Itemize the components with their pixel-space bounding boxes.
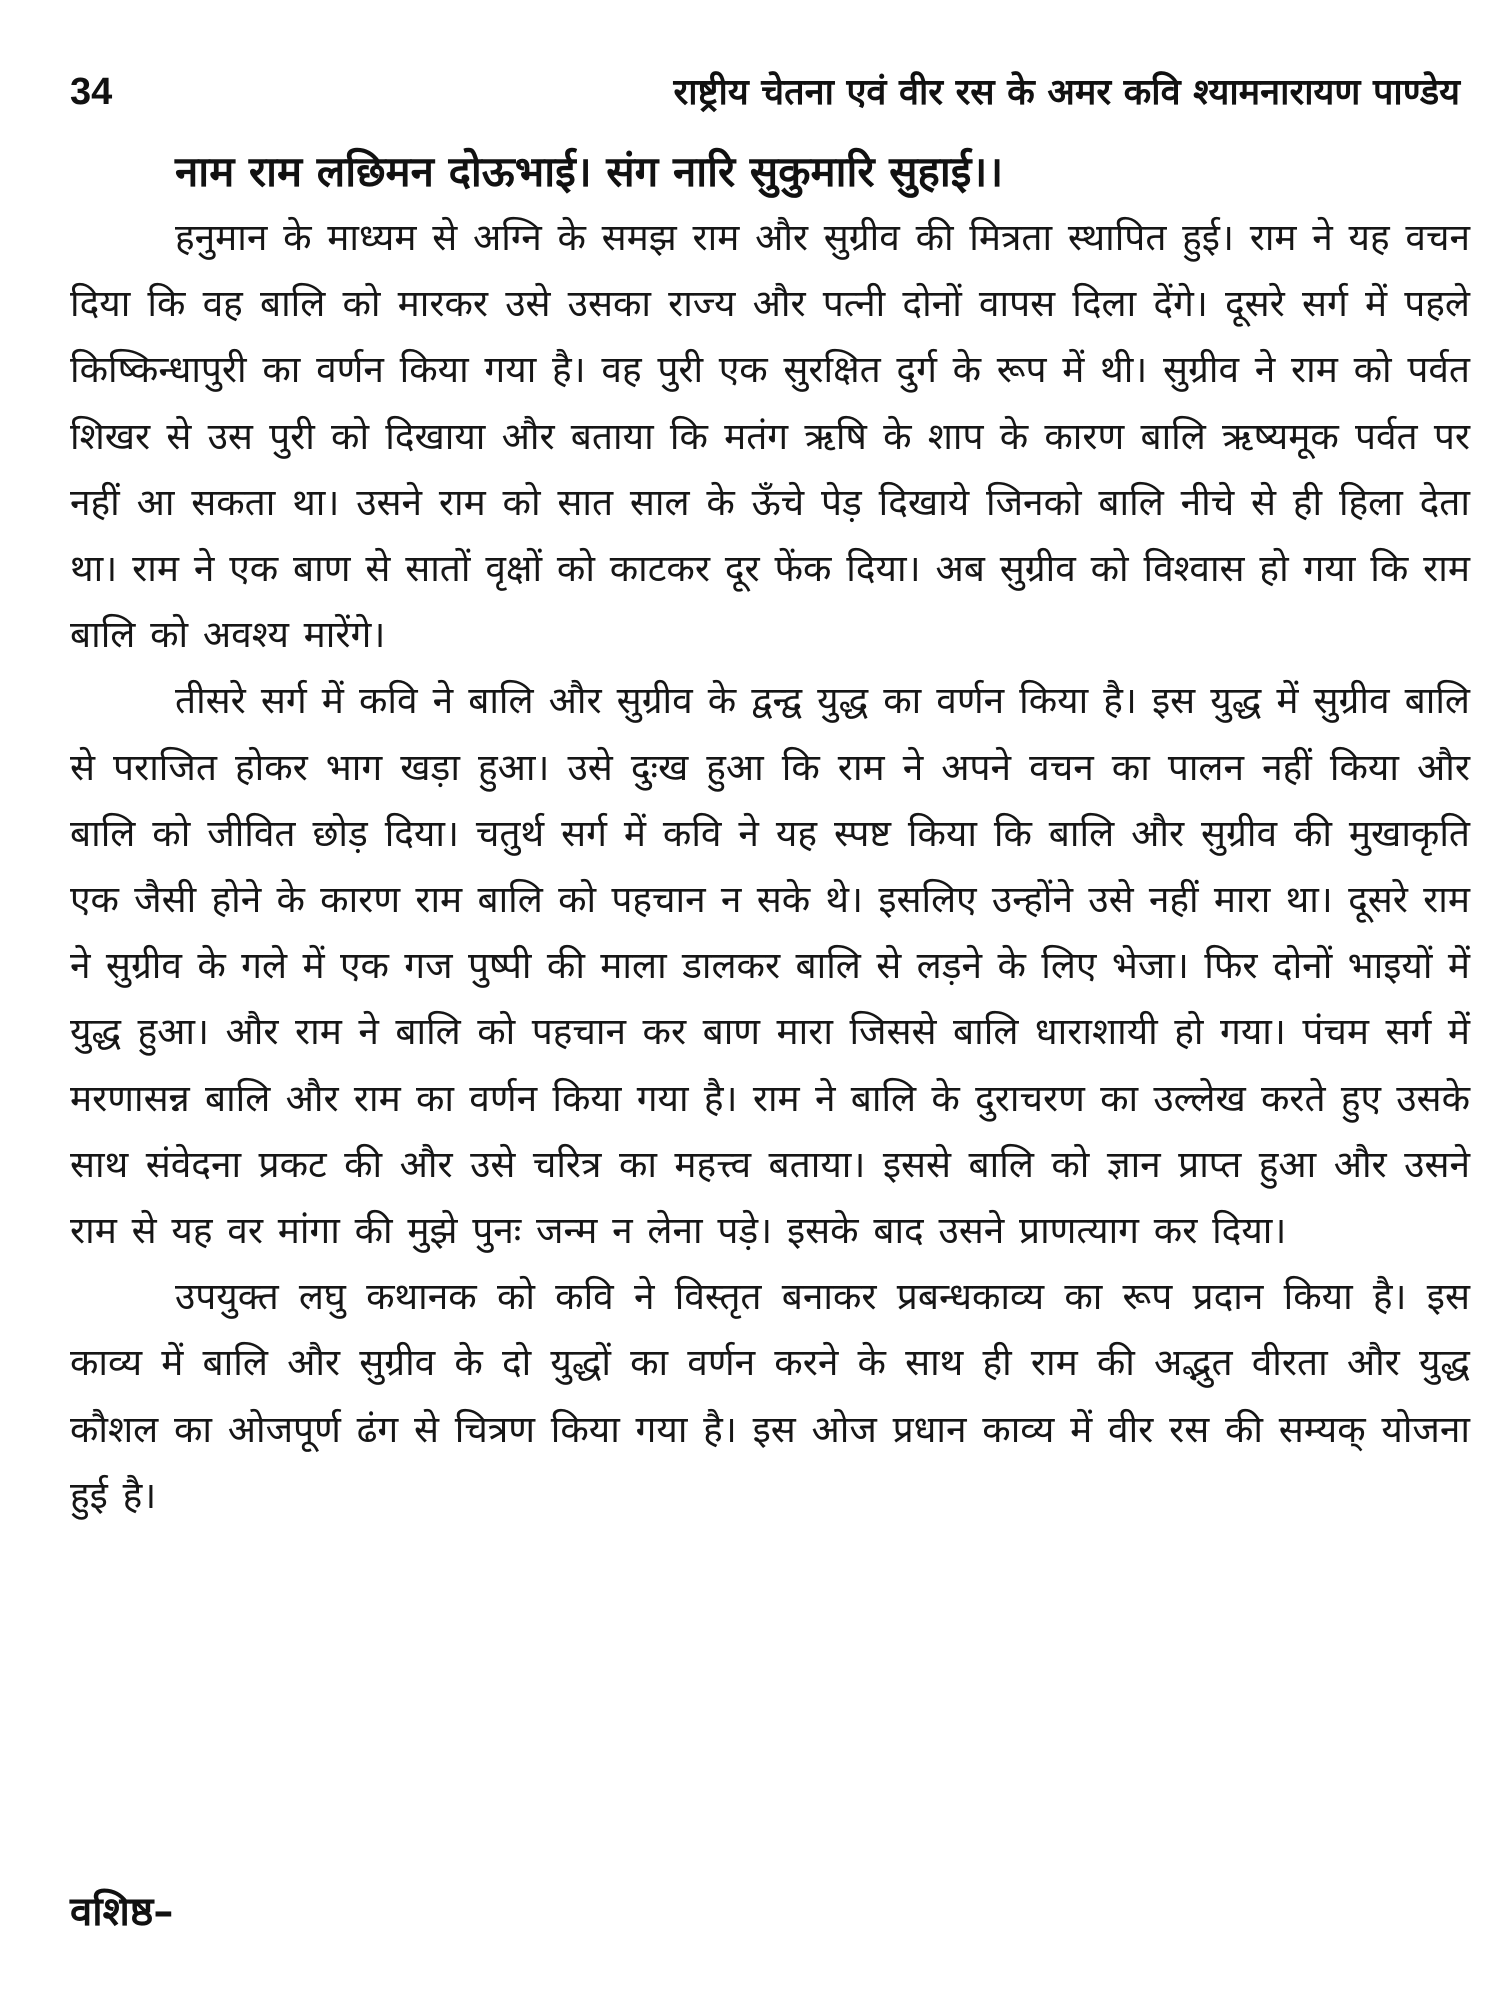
paragraph-2: तीसरे सर्ग में कवि ने बालि और सुग्रीव के द्वन्द्व युद्ध का वर्णन किया है। इस युद्ध में सुग्रीव बालि से पराजित होकर भाग खड़ा हुआ। उसे दुःख हुआ कि राम ने अपने वचन का पालन नहीं किया और बालि को जीवित छोड़ दिया। चतुर्थ सर्ग में कवि ने यह स्पष्ट किया कि बालि और सुग्रीव की मुखाकृति एक जैसी होने के कारण राम बालि को पहचान न सके थे। इसलिए उन्होंने उसे नहीं मारा था। दूसरे राम ने सुग्रीव के गले में एक गज पुष्पी की माला डालकर बालि से लड़ने के लिए भेजा। फिर दोनों भाइयों में युद्ध हुआ। और राम ने बालि को पहचान कर बाण मारा जिससे बालि धाराशायी हो गया। पंचम सर्ग में मरणासन्न बालि और राम का वर्णन किया गया है। राम ने बालि के दुराचरण का उल्लेख करते हुए उसके साथ संवेदना प्रकट की और उसे चरित्र का महत्त्व बताया। इससे बालि को ज्ञान प्राप्त हुआ और उसने राम से यह वर मांगा की मुझे पुनः जन्म न लेना पड़े। इसके बाद उसने प्राणत्याग कर दिया।: [70, 679, 1470, 1253]
verse-quotation: नाम राम लछिमन दोऊभाई। संग नारि सुकुमारि सुहाई।।: [175, 147, 1004, 196]
page-header: [70, 66, 1460, 130]
paragraph-1: हनुमान के माध्यम से अग्नि के समझ राम और सुग्रीव की मित्रता स्थापित हुई। राम ने यह वचन दिया कि वह बालि को मारकर उसे उसका राज्य और पत्नी दोनों वापस दिला देंगे। दूसरे सर्ग में पहले किष्किन्धापुरी का वर्णन किया गया है। वह पुरी एक सुरक्षित दुर्ग के रूप में थी। सुग्रीव ने राम को पर्वत शिखर से उस पुरी को दिखाया और बताया कि मतंग ऋषि के शाप के कारण बालि ऋष्यमूक पर्वत पर नहीं आ सकता था। उसने राम को सात साल के ऊँचे पेड़ दिखाये जिनको बालि नीचे से ही हिला देता था। राम ने एक बाण से सातों वृक्षों को काटकर दूर फेंक दिया। अब सुग्रीव को विश्वास हो गया कि राम बालि को अवश्य मारेंगे।: [70, 216, 1470, 657]
running-title: राष्ट्रीय चेतना एवं वीर रस के अमर कवि श्यामनारायण पाण्डेय: [673, 72, 1460, 113]
section-heading: वशिष्ठ–: [70, 1889, 174, 1935]
page-number: 34: [70, 71, 113, 113]
paragraph-3: उपयुक्त लघु कथानक को कवि ने विस्तृत बनाकर प्रबन्धकाव्य का रूप प्रदान किया है। इस काव्य में बालि और सुग्रीव के दो युद्धों का वर्णन करने के साथ ही राम की अद्भुत वीरता और युद्ध कौशल का ओजपूर्ण ढंग से चित्रण किया गया है। इस ओज प्रधान काव्य में वीर रस की सम्यक् योजना हुई है।: [70, 1275, 1470, 1517]
body-text: [70, 205, 1470, 1529]
